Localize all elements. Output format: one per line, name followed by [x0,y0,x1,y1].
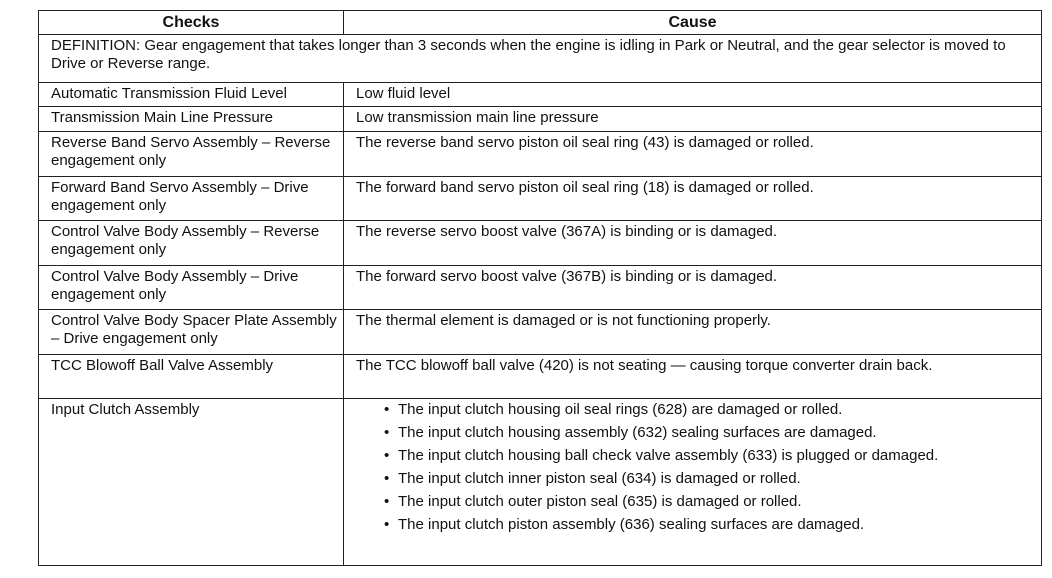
cause-cell: Low fluid level [344,83,1042,107]
cause-cell: Low transmission main line pressure [344,107,1042,132]
table-row [39,399,1042,566]
check-cell: Automatic Transmission Fluid Level [39,83,344,107]
cause-bullet: • The input clutch inner piston seal (634) is damaged or rolled. [398,470,1035,488]
check-cell: Forward Band Servo Assembly – Drive engagement only [39,177,344,221]
table-row [39,107,1042,132]
table-row [39,221,1042,266]
check-cell: Control Valve Body Assembly – Drive engagement only [39,266,344,310]
table-row [39,310,1042,355]
diagnosis-table [38,10,1042,566]
cause-cell: The forward servo boost valve (367B) is binding or is damaged. [344,266,1042,310]
table-row [39,83,1042,107]
cause-cell: The forward band servo piston oil seal ring (18) is damaged or rolled. [344,177,1042,221]
check-cell: Control Valve Body Spacer Plate Assembly – Drive engagement only [39,310,344,355]
header-cause: Cause [344,11,1042,35]
table-row [39,177,1042,221]
table-row [39,132,1042,177]
cause-cell: The thermal element is damaged or is not functioning properly. [344,310,1042,355]
check-cell: TCC Blowoff Ball Valve Assembly [39,355,344,399]
check-cell: Input Clutch Assembly [39,399,344,566]
table-row [39,355,1042,399]
cause-cell [344,399,1042,566]
cause-bullet: • The input clutch outer piston seal (635) is damaged or rolled. [398,493,1035,511]
check-cell: Transmission Main Line Pressure [39,107,344,132]
cause-bullet: • The input clutch housing oil seal rings (628) are damaged or rolled. [398,401,1035,419]
cause-bullet: • The input clutch housing ball check valve assembly (633) is plugged or damaged. [398,447,1035,465]
table-row [39,266,1042,310]
check-cell: Reverse Band Servo Assembly – Reverse engagement only [39,132,344,177]
check-cell: Control Valve Body Assembly – Reverse engagement only [39,221,344,266]
header-checks: Checks [39,11,344,35]
cause-bullet: • The input clutch housing assembly (632) sealing surfaces are damaged. [398,424,1035,442]
cause-cell: The reverse servo boost valve (367A) is binding or is damaged. [344,221,1042,266]
cause-bullet: • The input clutch piston assembly (636) sealing surfaces are damaged. [398,516,1035,534]
definition: DEFINITION: Gear engagement that takes longer than 3 seconds when the engine is idling in Park or Neutral, and the gear selector is moved to Drive or Reverse range. [39,35,1042,83]
cause-cell: The reverse band servo piston oil seal ring (43) is damaged or rolled. [344,132,1042,177]
cause-cell: The TCC blowoff ball valve (420) is not seating — causing torque converter drain back. [344,355,1042,399]
cause-list [378,401,1035,534]
